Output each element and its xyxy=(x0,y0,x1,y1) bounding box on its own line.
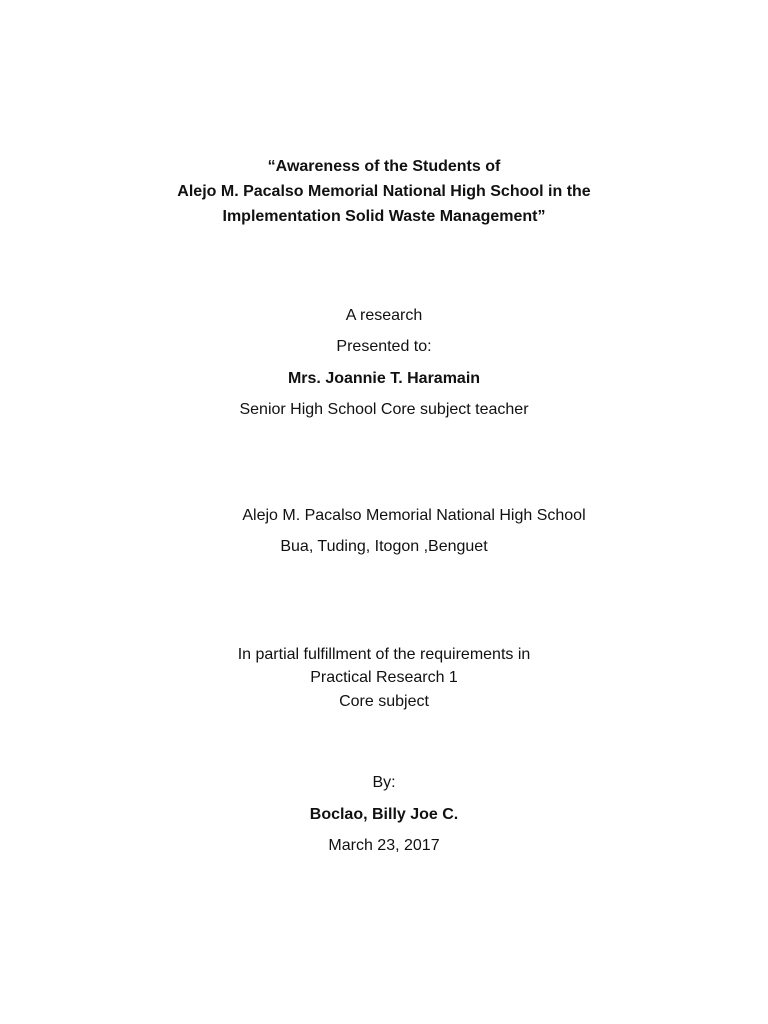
school-address: Bua, Tuding, Itogon ,Benguet xyxy=(280,538,488,555)
presented-to-label: Presented to: xyxy=(336,338,432,355)
by-label: By: xyxy=(372,774,396,791)
title-line-3: Implementation Solid Waste Management” xyxy=(222,208,546,225)
title-line-1: “Awareness of the Students of xyxy=(267,158,501,175)
teacher-role: Senior High School Core subject teacher xyxy=(239,401,529,418)
title-line-2: Alejo M. Pacalso Memorial National High School in the xyxy=(177,183,591,200)
fulfillment-line-1: In partial fulfillment of the requirements in xyxy=(237,646,531,663)
teacher-name: Mrs. Joannie T. Haramain xyxy=(287,370,481,387)
research-intro: A research xyxy=(345,307,423,324)
author-name: Boclao, Billy Joe C. xyxy=(309,806,459,823)
fulfillment-line-2: Practical Research 1 xyxy=(310,669,458,686)
fulfillment-line-3: Core subject xyxy=(339,693,429,710)
submission-date: March 23, 2017 xyxy=(328,837,440,854)
school-name: Alejo M. Pacalso Memorial National High School xyxy=(242,507,586,524)
